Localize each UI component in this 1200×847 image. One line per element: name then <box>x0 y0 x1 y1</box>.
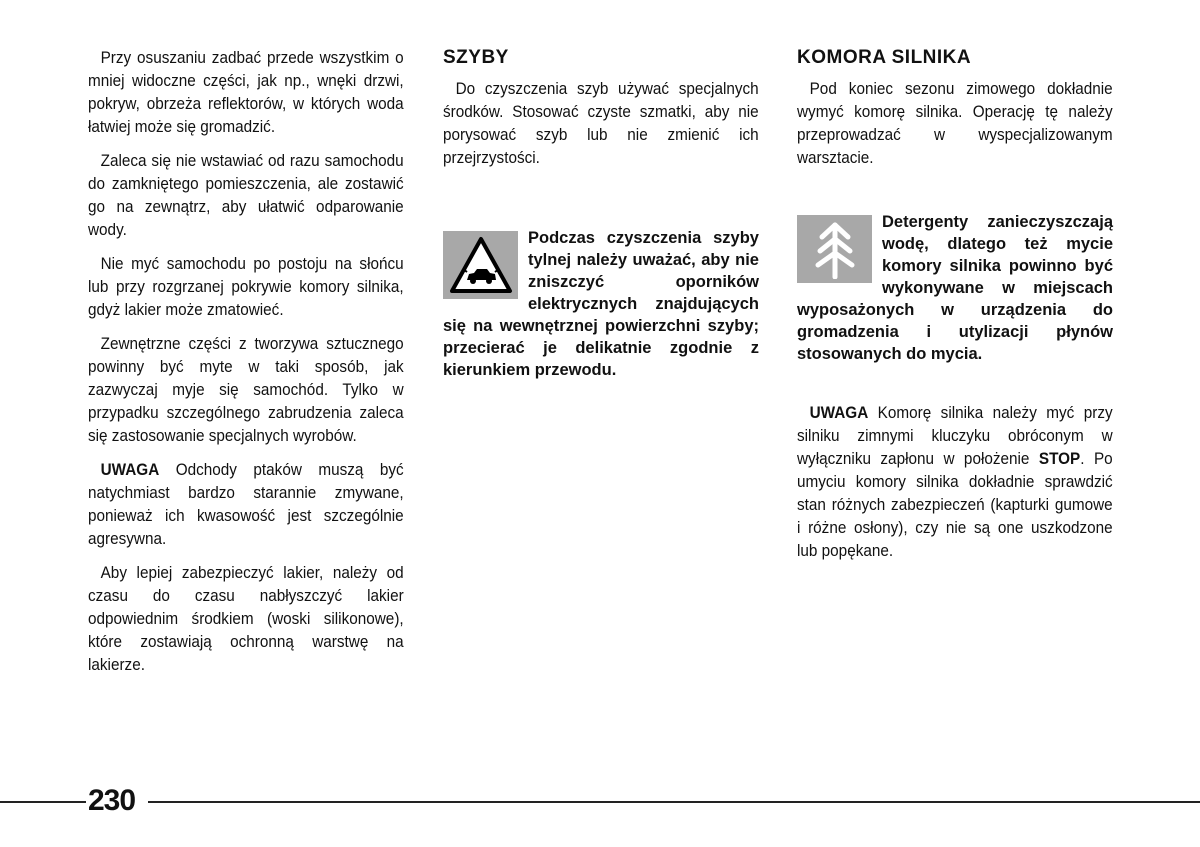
column-right <box>797 46 1113 573</box>
page-number: 230 <box>88 784 136 817</box>
footer-rule-right <box>148 801 1200 803</box>
paragraph-drying: Przy osuszaniu zadbać przede wszystkim o mniej widoczne części, jak np., wnęki drzwi, pokryw, obrzeża reflektorów, w których woda łatwiej może się gromadzić. <box>88 48 404 136</box>
paragraph-engine: Pod koniec sezonu zimowego dokładnie wymyć komorę silnika. Operację tę należy przeprowadzać w wyspecjalizowanym warsztacie. <box>797 79 1113 167</box>
heading-engine-compartment: KOMORA SILNIKA <box>797 47 972 68</box>
paragraph-uwaga-birds <box>88 458 404 550</box>
uwaga-label: UWAGA <box>100 460 160 479</box>
uwaga-text-after: . Po umyciu komory silnika dokładnie sprawdzić stan różnych zabezpieczeń (kapturki gumowe i różne osłony), czy nie są one uszkodzone lub popękane. <box>797 449 1113 560</box>
paragraph-garage: Zaleca się nie wstawiać od razu samochodu do zamkniętego pomieszczenia, ale zostawić go na zewnątrz, aby ułatwić odparowanie wody. <box>88 151 404 239</box>
heading-windows: SZYBY <box>443 47 509 68</box>
paragraph-wax: Aby lepiej zabezpieczyć lakier, należy od czasu do czasu nabłyszczyć lakier odpowiednim środkiem (woski silikonowe), które zostawiają ochronną warstwę na lakierze. <box>88 563 404 674</box>
paragraph-plastic-parts: Zewnętrzne części z tworzywa sztucznego powinny być myte w taki sposób, jak zazwyczaj myje się samochód. Tylko w przypadku szczególnego zabrudzenia zaleca się zastosowanie specjalnych wyrobów. <box>88 334 404 445</box>
uwaga-text-before: Komorę silnika należy myć przy silniku zimnymi kluczyku obróconym w wyłączniku zapłonu w położenie <box>797 403 1113 468</box>
paragraph-windows: Do czyszczenia szyb używać specjalnych środków. Stosować czyste szmatki, aby nie porysować szyb lub nie zmienić ich przejrzystości. <box>443 79 759 167</box>
stop-position: STOP <box>1038 449 1081 468</box>
paragraph-sun: Nie myć samochodu po postoju na słońcu lub przy rozgrzanej pokrywie komory silnika, gdyż lakier może zmatowieć. <box>88 254 404 319</box>
tree-environment-icon <box>797 215 872 283</box>
warning-text: Podczas czyszczenia szyby tylnej należy uważać, aby nie zniszczyć oporników elektrycznych znajdujących się na wewnętrznej powierzchni szyby; przecierać je delikatnie zgodnie z kierunkiem przewodu. <box>443 229 759 379</box>
uwaga-label: UWAGA <box>809 403 869 422</box>
column-left <box>88 46 404 687</box>
footer-rule-left <box>0 801 86 803</box>
paragraph-uwaga-engine <box>797 401 1113 562</box>
warning-notice-rear-window <box>443 227 759 381</box>
column-middle <box>443 46 759 381</box>
environment-notice <box>797 211 1113 365</box>
environment-text: Detergenty zanieczyszczają wodę, dlatego też mycie komory silnika powinno być wykonywane w miejscach wyposażonych w urządzenia do gromadzenia i utylizacji płynów stosowanych do mycia. <box>797 213 1113 363</box>
car-warning-icon <box>443 231 518 299</box>
uwaga-text: Odchody ptaków muszą być natychmiast bardzo starannie zmywane, ponieważ ich kwasowość jest szczególnie agresywna. <box>88 460 404 548</box>
